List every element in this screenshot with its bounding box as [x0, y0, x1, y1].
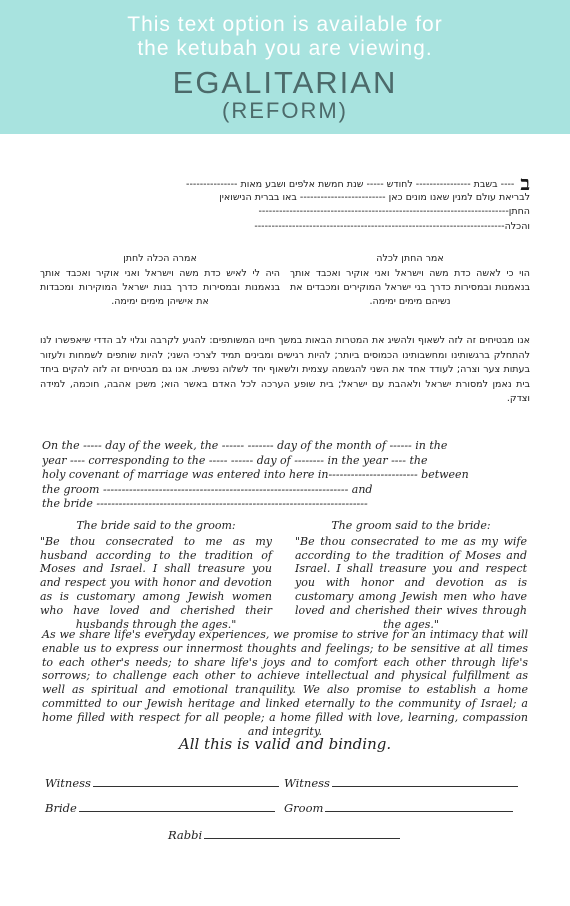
hebrew-promise-paragraph: אנו מבטיחים זה לזה לשאוף ולהשיג את המטרות הבאות במשך חיינו המשותפים: להגיע לקרבה וגלוי לב הדדי שיאפשרו לנו להתחלק ברגשותינו ומחשבותינו הכמוסים ביותר; להיות רגישים ומבינים תמיד לצרכי השני; להיות שותפים לשמחות ולעזור בעתות צער וצרה; לעודד אחד את השני להגשמה עצמית ולשאוף יחד לשלוה נפשית. אנו גם מבטיחים זה לזה להקים ביחד בית נאמן למסורת ישראל ולאהבת עם ישראל; בית שופע הערכה לכל האדם באשר הוא; משכן אהבה, חוכמה, למידה וצדק.	[40, 335, 530, 404]
english-blank-line: year ---- corresponding to the ----- ------ day of -------- in the year ---- the	[42, 453, 428, 467]
hebrew-line: והכלה-------------------------------------------------------------------------	[254, 220, 530, 232]
witness-1-signature	[45, 776, 279, 790]
groom-vow	[295, 519, 527, 631]
banner-line-1: This text option is available for	[127, 13, 443, 36]
witness-2-line	[332, 776, 518, 787]
hebrew-groom-heading: אמר החתן לכלה	[376, 253, 444, 264]
rabbi-line	[204, 828, 400, 839]
hebrew-bride-text: היה לי לאיש כדת משה וישראל ואני אוקיר ואכבד אותך בנאמנות ובמסירות כדרך בנות ישראל המוקירות ומכבדות את אישיהן מימים ימימה.	[40, 268, 280, 307]
hebrew-line: החתן-------------------------------------------------------------------------	[258, 206, 530, 217]
banner-title: EGALITARIAN	[172, 65, 398, 100]
bride-label: Bride	[45, 801, 77, 815]
english-blank-line: the bride -------------------------------------------------------------------------	[42, 497, 368, 511]
english-promise-paragraph: As we share life's everyday experiences, we promise to strive for an intimacy that will enable us to express our innermost thoughts and feelings; to be sensitive at all times to each other's needs; to share life's joys and to comfort each other through life's sorrows; to challenge each other to achieve intellectual and physical fulfillment as well as spiritual and emotional tranquility. We also promise to establish a home committed to our Jewish heritage and linked eternally to the community of Israel; a home filled with respect for all people; a home filled with love, learning, compassion and integrity.	[42, 628, 528, 738]
bride-line	[79, 801, 275, 812]
hebrew-line	[40, 176, 530, 191]
hebrew-line: לבריאת עולם למנין שאנו מונים כאן ------------------------- באו בברית הנישואין	[219, 191, 530, 203]
rabbi-signature	[168, 828, 400, 842]
bride-vow	[40, 519, 272, 631]
english-blank-line: the groom ------------------------------------------------------------------ and	[42, 482, 373, 496]
witness-1-line	[93, 776, 279, 787]
witness-2-signature	[284, 776, 518, 790]
hebrew-bride-declaration	[40, 252, 280, 309]
hebrew-groom-declaration	[290, 252, 530, 309]
banner-line-2: the ketubah you are viewing.	[137, 37, 433, 60]
hebrew-opening	[40, 176, 530, 234]
banner-subtitle: (REFORM)	[222, 98, 348, 123]
groom-vow-text: "Be thou consecrated to me as my wife according to the tradition of Moses and Israel. I shall treasure you and respect you with honor and devotion as is customary among Jewish men who have loved and cherished their wives through the ages."	[295, 534, 527, 631]
groom-vow-heading: The groom said to the bride:	[331, 519, 491, 532]
hebrew-groom-text: הוי כי לאשה כדת משה וישראל ואני אוקיר ואכבד אותך בנאמנות ובמסירות כדרך בני ישראל המוקירים ומכבדים את נשיהם מימים ימימה.	[290, 268, 530, 307]
witness-2-label: Witness	[284, 776, 330, 790]
groom-label: Groom	[284, 801, 324, 815]
hebrew-bride-heading: אמרה הכלה לחתן	[123, 253, 197, 264]
hebrew-bet-letter: ב	[520, 176, 530, 191]
rabbi-label: Rabbi	[168, 828, 203, 842]
option-banner	[0, 0, 570, 134]
groom-signature	[284, 801, 513, 815]
bride-vow-heading: The bride said to the groom:	[76, 519, 236, 532]
valid-binding-text: All this is valid and binding.	[178, 735, 392, 753]
witness-1-label: Witness	[45, 776, 91, 790]
english-blank-line: holy covenant of marriage was entered into here in------------------------ between	[42, 468, 469, 482]
groom-line	[325, 801, 513, 812]
hebrew-line-text: ---- בשבת ---------------- לחודש ----- שנת חמשת אלפים ושבע מאות ---------------	[186, 179, 515, 190]
english-date-blanks	[42, 439, 522, 512]
english-blank-line: On the ----- day of the week, the ------ ------- day of the month of ------ in the	[42, 439, 448, 452]
bride-signature	[45, 801, 275, 815]
bride-vow-text: "Be thou consecrated to me as my husband according to the tradition of Moses and Israel. I shall treasure you and respect you with honor and devotion as is customary among Jewish women who have loved and cherished their husbands through the ages."	[40, 534, 272, 631]
